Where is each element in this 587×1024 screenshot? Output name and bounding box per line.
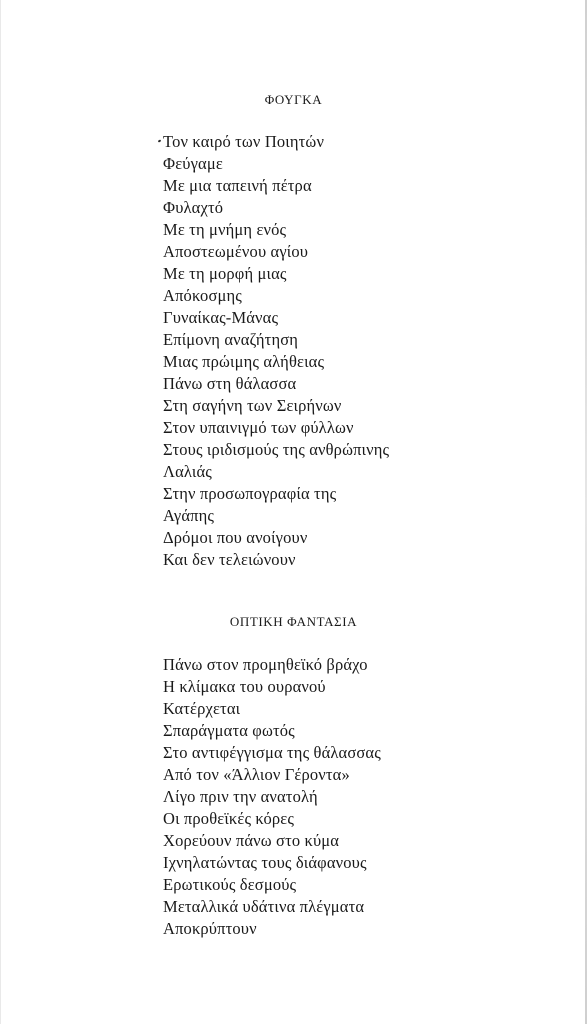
verse-line: Γυναίκας-Μάνας [163, 308, 279, 327]
verse-line: Με μια ταπεινή πέτρα [163, 176, 312, 195]
verse-line: Με τη μνήμη ενός [163, 220, 287, 239]
verse-line: Αποστεωμένου αγίου [163, 242, 309, 261]
verse-line: Μεταλλικά υδάτινα πλέγματα [163, 897, 365, 916]
poem-title-optiki-fantasia: ΟΠΤΙΚΗ ΦΑΝΤΑΣΙΑ [229, 614, 358, 629]
verse-line: Ιχνηλατώντας τους διάφανους [163, 853, 367, 872]
verse-line: Κατέρχεται [163, 699, 241, 718]
verse-line: Λίγο πριν την ανατολή [163, 787, 318, 806]
poem-title-fougka: ΦΟΥΓΚΑ [264, 92, 323, 107]
verse-line: Λαλιάς [163, 462, 212, 481]
verse-line: Τον καιρό των Ποιητών [163, 132, 325, 151]
verse-line: Χορεύουν πάνω στο κύμα [163, 831, 340, 850]
poem-body-fougka [163, 131, 389, 571]
poem-body-optiki-fantasia [163, 654, 381, 940]
scan-edge-left [0, 0, 1, 1024]
verse-line: Από τον «Άλλιον Γέροντα» [163, 765, 350, 784]
verse-line: Απόκοσμης [163, 286, 242, 305]
verse-line: Φυλαχτό [163, 198, 224, 217]
verse-line: Αγάπης [163, 506, 215, 525]
verse-line: Αποκρύπτουν [163, 919, 257, 938]
verse-line: Επίμονη αναζήτηση [163, 330, 299, 349]
ink-speck [158, 139, 162, 142]
verse-line: Ερωτικούς δεσμούς [163, 875, 297, 894]
verse-line: Στη σαγήνη των Σειρήνων [163, 396, 342, 415]
verse-line: Δρόμοι που ανοίγουν [163, 528, 308, 547]
verse-line: Σπαράγματα φωτός [163, 721, 295, 740]
verse-line: Οι προθεϊκές κόρες [163, 809, 295, 828]
verse-line: Και δεν τελειώνουν [163, 550, 296, 569]
verse-line: Στην προσωπογραφία της [163, 484, 337, 503]
verse-line: Στο αντιφέγγισμα της θάλασσας [163, 743, 381, 762]
verse-line: Η κλίμακα του ουρανού [163, 677, 326, 696]
verse-line: Με τη μορφή μιας [163, 264, 287, 283]
verse-line: Πάνω στον προμηθεϊκό βράχο [163, 655, 368, 674]
verse-line: Φεύγαμε [163, 154, 223, 173]
verse-line: Στον υπαινιγμό των φύλλων [163, 418, 354, 437]
verse-line: Μιας πρώιμης αλήθειας [163, 352, 325, 371]
verse-line: Στους ιριδισμούς της ανθρώπινης [163, 440, 390, 459]
verse-line: Πάνω στη θάλασσα [163, 374, 297, 393]
